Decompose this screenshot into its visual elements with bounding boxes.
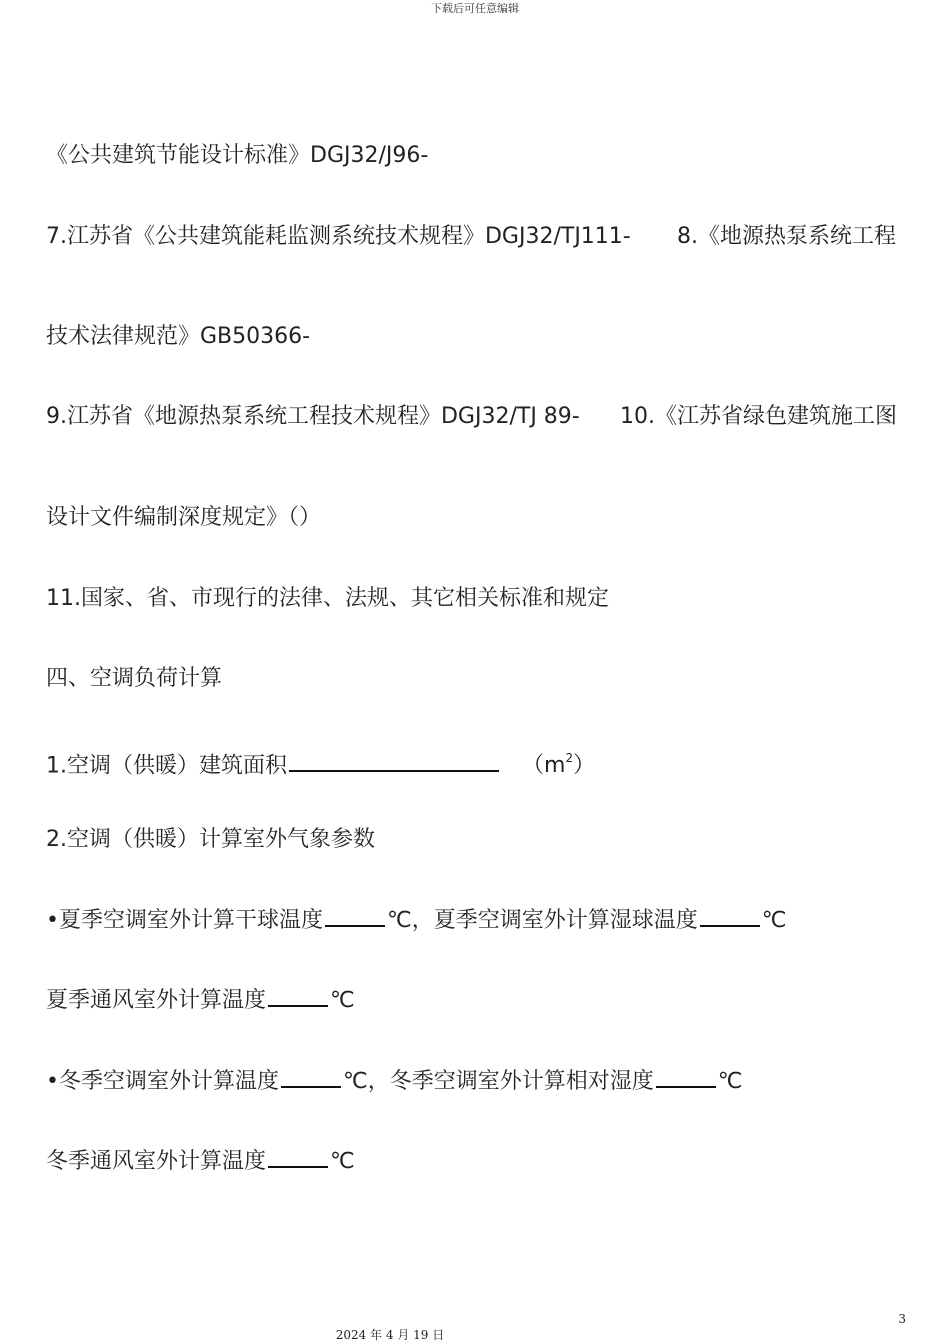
unit-celsius: ℃ (330, 988, 355, 1013)
text-line-5: 设计文件编制深度规定》（） (46, 505, 322, 530)
summer-vent-label: 夏季通风室外计算温度 (46, 988, 267, 1013)
text-line-2 (46, 223, 906, 251)
unit-celsius: ℃ (717, 1069, 743, 1094)
area-unit: $(m^2)$ (522, 751, 596, 779)
text-line-winter-vent (46, 1148, 355, 1176)
winter-vent-label: 冬季通风室外计算温度 (46, 1149, 267, 1174)
item-10-text: 10.《江苏省绿色建筑施工图 (620, 404, 897, 429)
winter-humidity-label: ℃，冬季空调室外计算相对湿度 (342, 1069, 654, 1094)
summer-wet-bulb-blank (700, 907, 760, 927)
summer-dry-bulb-label: •夏季空调室外计算干球温度 (46, 908, 323, 933)
area-blank (289, 752, 499, 772)
winter-vent-blank (268, 1148, 328, 1168)
page-header-note: 下载后可任意编辑 (431, 2, 519, 15)
summer-wet-bulb-label: ℃，夏季空调室外计算湿球温度 (386, 908, 698, 933)
unit-celsius: ℃ (761, 908, 787, 933)
page-number: 3 (898, 1312, 906, 1326)
item-8-text: 8.《地源热泵系统工程 (677, 224, 896, 249)
summer-vent-blank (268, 987, 328, 1007)
section-heading-4: 四、空调负荷计算 (46, 666, 223, 691)
item-9-text: 9.江苏省《地源热泵系统工程技术规程》DGJ32/TJ 89- (46, 404, 580, 429)
text-line-6: 11.国家、省、市现行的法律、法规、其它相关标准和规定 (46, 586, 609, 611)
summer-dry-bulb-blank (325, 907, 385, 927)
page-footer-date: 2024 年 4 月 19 日 (335, 1328, 445, 1342)
text-line-1: 《公共建筑节能设计标准》DGJ32/J96- (46, 143, 429, 168)
unit-celsius: ℃ (330, 1149, 355, 1174)
text-line-summer-temps (46, 907, 786, 935)
item-7-text: 7.江苏省《公共建筑能耗监测系统技术规程》DGJ32/TJ111- (46, 224, 631, 249)
text-line-summer-vent (46, 987, 355, 1015)
text-line-3: 技术法律规范》GB50366- (46, 324, 311, 349)
text-line-area (46, 746, 595, 780)
winter-temp-label: •冬季空调室外计算温度 (46, 1069, 279, 1094)
winter-temp-blank (281, 1068, 341, 1088)
area-label: 1.空调（供暖）建筑面积 (46, 753, 287, 779)
text-line-climate: 2.空调（供暖）计算室外气象参数 (46, 827, 375, 852)
text-line-4 (46, 403, 906, 431)
text-line-winter-temps (46, 1068, 742, 1096)
winter-humidity-blank (656, 1068, 716, 1088)
